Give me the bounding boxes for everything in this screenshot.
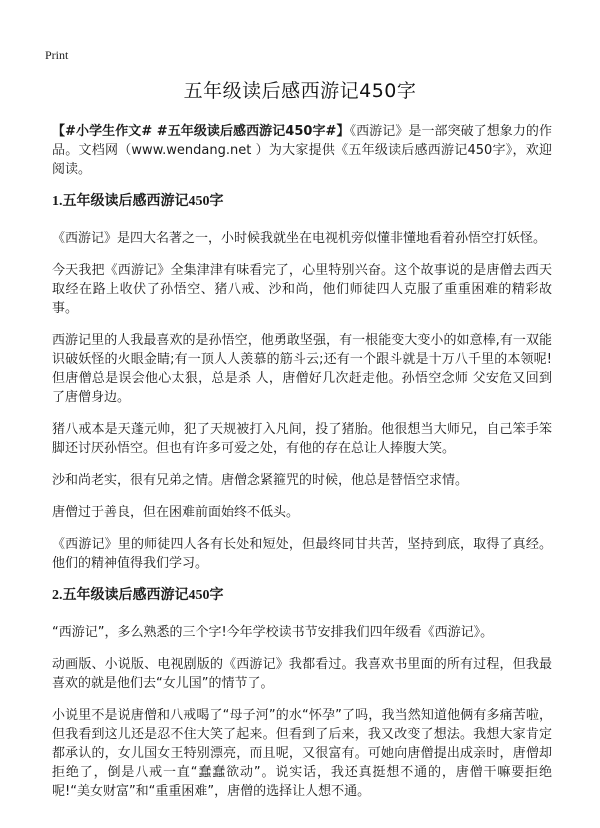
paragraph: 西游记里的人我最喜欢的是孙悟空，他勇敢坚强，有一根能变大变小的如意棒,有一双能识破妖怪的火眼金睛;有一顶人人羡慕的筋斗云;还有一个跟斗就是十万八千里的本领呢!但唐僧总是误会他心太狠，总是杀 人，唐僧好几次赶走他。孙悟空念师 父安危又回到了唐僧身边。 xyxy=(52,333,552,405)
article-body xyxy=(52,122,552,814)
section-heading-1: 1.五年级读后感西游记450字 xyxy=(52,194,224,209)
intro-paragraph xyxy=(52,122,552,179)
paragraph: 猪八戒本是天蓬元帅，犯了天规被打入凡间，投了猪胎。他很想当大师兄，自己笨手笨脚还讨厌孙悟空。但也有许多可爱之处，有他的存在总让人捧腹大笑。 xyxy=(52,422,552,456)
intro-lead: 【#小学生作文# #五年级读后感西游记450字#】 xyxy=(52,124,350,139)
paragraph: 唐僧过于善良，但在困难前面始终不低头。 xyxy=(52,505,300,520)
paragraph: 沙和尚老实，很有兄弟之情。唐僧念紧箍咒的时候，他总是替悟空求情。 xyxy=(52,473,469,488)
paragraph: 动画版、小说版、电视剧版的《西游记》我都看过。我喜欢书里面的所有过程，但我最喜欢的就是他们去“女儿国”的情节了。 xyxy=(52,657,552,691)
paragraph: 小说里不是说唐僧和八戒喝了“母子河”的水“怀孕”了吗，我当然知道他俩有多痛苦啦，但我看到这儿还是忍不住大笑了起来。但看到了后来，我又改变了想法。我想大家肯定都承认的，女儿国女王特别漂亮，而且呢，又很富有。可她向唐僧提出成亲时，唐僧却拒绝了，倒是八戒一直“蠢蠢欲动”。说实话，我还真挺想不通的，唐僧干嘛要拒绝呢!“美女财富”和“重重困难”，唐僧的选择让人想不通。 xyxy=(52,708,552,799)
page-title: 五年级读后感西游记450字 xyxy=(183,80,417,102)
paragraph: 《西游记》是四大名著之一，小时候我就坐在电视机旁似懂非懂地看着孙悟空打妖怪。 xyxy=(52,231,547,246)
section-heading-2: 2.五年级读后感西游记450字 xyxy=(52,588,224,603)
intro-text: 《西游记》是一部突破了想象力的作品。文档网（www.wendang.net ）为大家提供《五年级读后感西游记450字》，欢迎阅读。 xyxy=(52,124,552,177)
paragraph: 今天我把《西游记》全集津津有味看完了，心里特别兴奋。这个故事说的是唐僧去西天取经在路上收伏了孙悟空、猪八戒、沙和尚，他们师徒四人克服了重重困难的精彩故事。 xyxy=(52,263,552,316)
print-label: Print xyxy=(45,48,69,62)
paragraph: “西游记”，多么熟悉的三个字!今年学校读书节安排我们四年级看《西游记》。 xyxy=(52,625,494,640)
paragraph: 《西游记》里的师徒四人各有长处和短处，但最终同甘共苦，坚持到底，取得了真经。他们的精神值得我们学习。 xyxy=(52,537,552,571)
